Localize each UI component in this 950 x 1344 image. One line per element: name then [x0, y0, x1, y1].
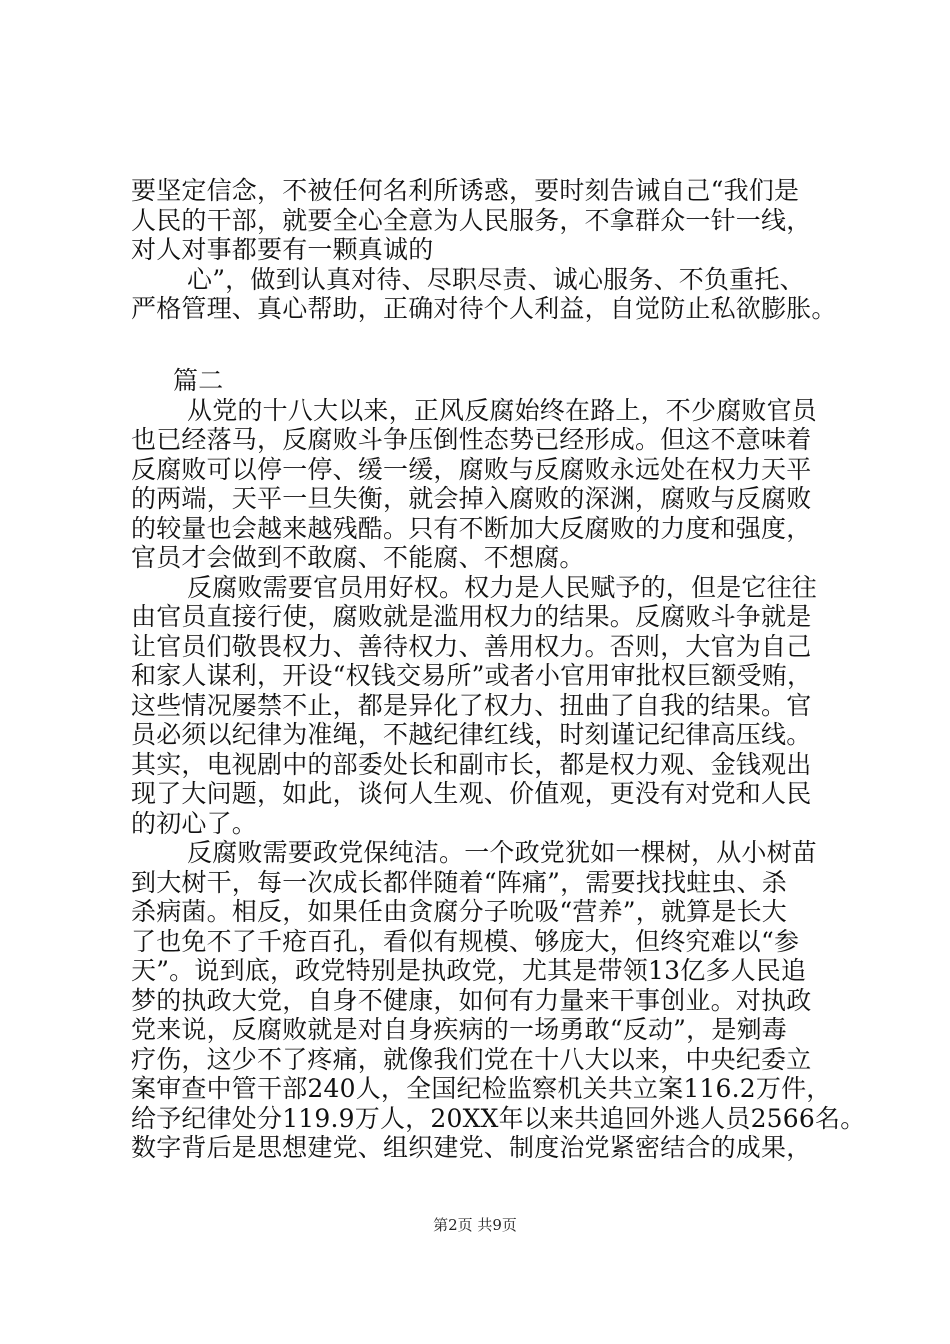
paragraph-line: 反腐败可以停一停、缓一缓，腐败与反腐败永远处在权力天平	[131, 454, 812, 484]
paragraph-line: 反腐败需要政党保纯洁。一个政党犹如一棵树，从小树苗	[187, 838, 818, 867]
page-number-label: 第2页 共9页	[433, 1216, 517, 1234]
paragraph-line: 由官员直接行使，腐败就是滥用权力的结果。反腐败斗争就是	[131, 602, 812, 631]
paragraph-line: 疗伤，这少不了疼痛，就像我们党在十八大以来，中央纪委立	[131, 1044, 812, 1074]
paragraph-line: 的初心了。	[131, 808, 258, 838]
paragraph-line: 到大树干，每一次成长都伴随着“阵痛”，需要找找蛀虫、杀	[131, 867, 787, 897]
section-1-text	[131, 176, 837, 324]
paragraph-line: 也已经落马，反腐败斗争压倒性态势已经形成。但这不意味着	[131, 425, 812, 454]
paragraph-line: 数字背后是思想建党、组织建党、制度治党紧密结合的成果，	[131, 1133, 812, 1162]
paragraph-line: 从党的十八大以来，正风反腐始终在路上，不少腐败官员	[187, 395, 818, 425]
paragraph-line: 了也免不了千疮百孔，看似有规模、够庞大，但终究难以“参	[131, 926, 800, 956]
paragraph-line: 给予纪律处分119.9万人，20XX年以来共追回外逃人员2566名。	[131, 1103, 866, 1133]
paragraph-line: 严格管理、真心帮助，正确对待个人利益，自觉防止私欲膨胀。	[131, 294, 837, 323]
paragraph-line: 现了大问题，如此，谈何人生观、价值观，更没有对党和人民	[131, 779, 812, 808]
paragraph-line: 梦的执政大党，自身不健康，如何有力量来干事创业。对执政	[131, 985, 812, 1015]
paragraph-line: 反腐败需要官员用好权。权力是人民赋予的，但是它往往	[187, 572, 818, 602]
section-heading: 篇二	[173, 366, 224, 395]
paragraph-line: 这些情况屡禁不止，都是异化了权力、扭曲了自我的结果。官	[131, 690, 812, 720]
paragraph-line: 要坚定信念，不被任何名利所诱惑，要时刻告诫自己“我们是	[131, 176, 800, 205]
paragraph-line: 其实，电视剧中的部委处长和副市长，都是权力观、金钱观出	[131, 749, 812, 779]
paragraph-line: 党来说，反腐败就是对自身疾病的一场勇敢“反动”，是剜毒	[131, 1015, 787, 1044]
section-2-text	[131, 366, 866, 1163]
paragraph-line: 对人对事都要有一颗真诚的	[131, 235, 434, 264]
paragraph-line: 的两端，天平一旦失衡，就会掉入腐败的深渊，腐败与反腐败	[131, 484, 812, 513]
page-footer	[0, 1214, 950, 1235]
paragraph-line: 心”，做到认真对待、尽职尽责、诚心服务、不负重托、	[187, 264, 805, 294]
paragraph-line: 和家人谋利，开设“权钱交易所”或者小官用审批权巨额受贿，	[131, 661, 813, 690]
paragraph-line: 天”。说到底，政党特别是执政党，尤其是带领13亿多人民追	[131, 956, 807, 985]
paragraph-line: 让官员们敬畏权力、善待权力、善用权力。否则，大官为自己	[131, 631, 812, 661]
paragraph-line: 的较量也会越来越残酷。只有不断加大反腐败的力度和强度，	[131, 513, 812, 543]
paragraph-line: 员必须以纪律为准绳，不越纪律红线，时刻谨记纪律高压线。	[131, 720, 812, 749]
paragraph-line: 人民的干部，就要全心全意为人民服务，不拿群众一针一线，	[131, 205, 812, 235]
paragraph-line: 官员才会做到不敢腐、不能腐、不想腐。	[131, 543, 585, 572]
paragraph-line: 杀病菌。相反，如果任由贪腐分子吮吸“营养”，就算是长大	[131, 897, 787, 926]
paragraph-line: 案审查中管干部240人，全国纪检监察机关共立案116.2万件，	[131, 1074, 832, 1103]
